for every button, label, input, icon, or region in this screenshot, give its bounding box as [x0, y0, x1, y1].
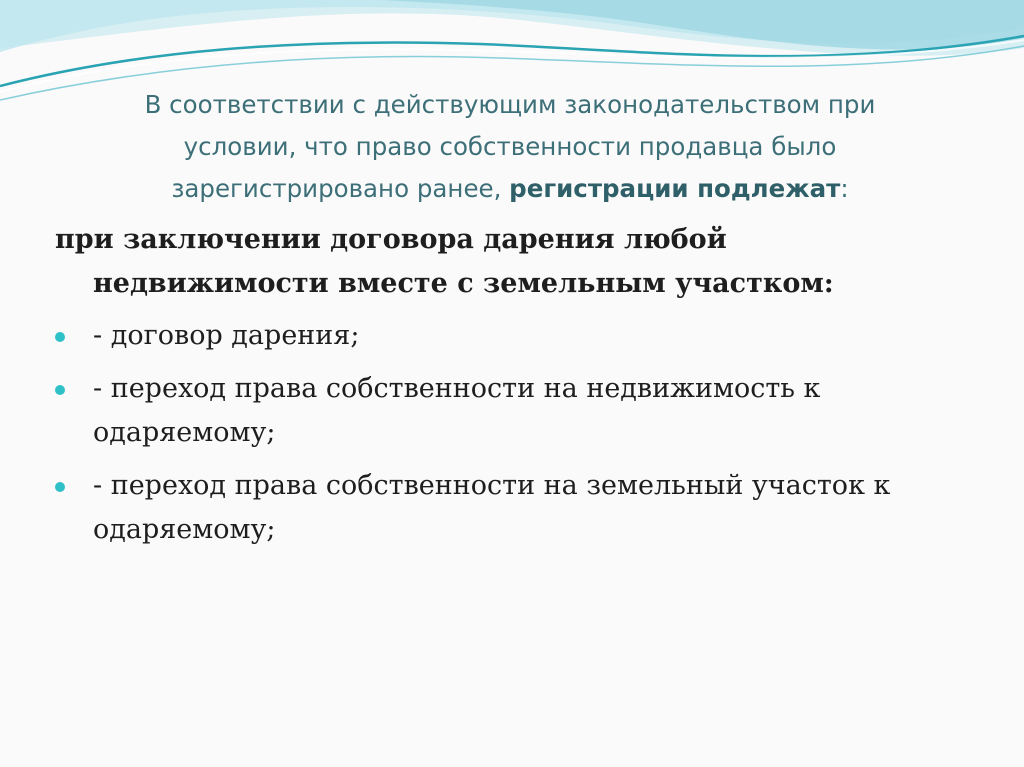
- title-emphasis: регистрации подлежат: [509, 174, 841, 203]
- title-line-2: условии, что право собственности продавца было: [183, 132, 837, 161]
- bullet-dot-icon: [55, 385, 65, 395]
- title-line-1: В соответствии с действующим законодательством при: [144, 90, 876, 119]
- slide-title: [90, 84, 930, 210]
- title-colon: :: [840, 174, 849, 203]
- slide-body: [55, 218, 975, 561]
- list-item: [55, 367, 975, 455]
- title-line-3-text: зарегистрировано ранее,: [171, 174, 510, 203]
- list-item: [55, 464, 975, 552]
- list-item-text: - переход права собственности на недвижимость к одаряемому;: [93, 373, 821, 448]
- lead-line-1: при заключении договора дарения любой: [55, 224, 727, 255]
- bullet-dot-icon: [55, 332, 65, 342]
- list-item-text: - переход права собственности на земельный участок к одаряемому;: [93, 470, 891, 545]
- bullet-dot-icon: [55, 482, 65, 492]
- title-line-3: [90, 168, 930, 210]
- lead-line-2: недвижимости вместе с земельным участком:: [93, 268, 834, 299]
- lead-paragraph: [55, 218, 975, 306]
- list-item: [55, 314, 975, 358]
- bullet-list: [55, 314, 975, 552]
- list-item-text: - договор дарения;: [93, 320, 360, 351]
